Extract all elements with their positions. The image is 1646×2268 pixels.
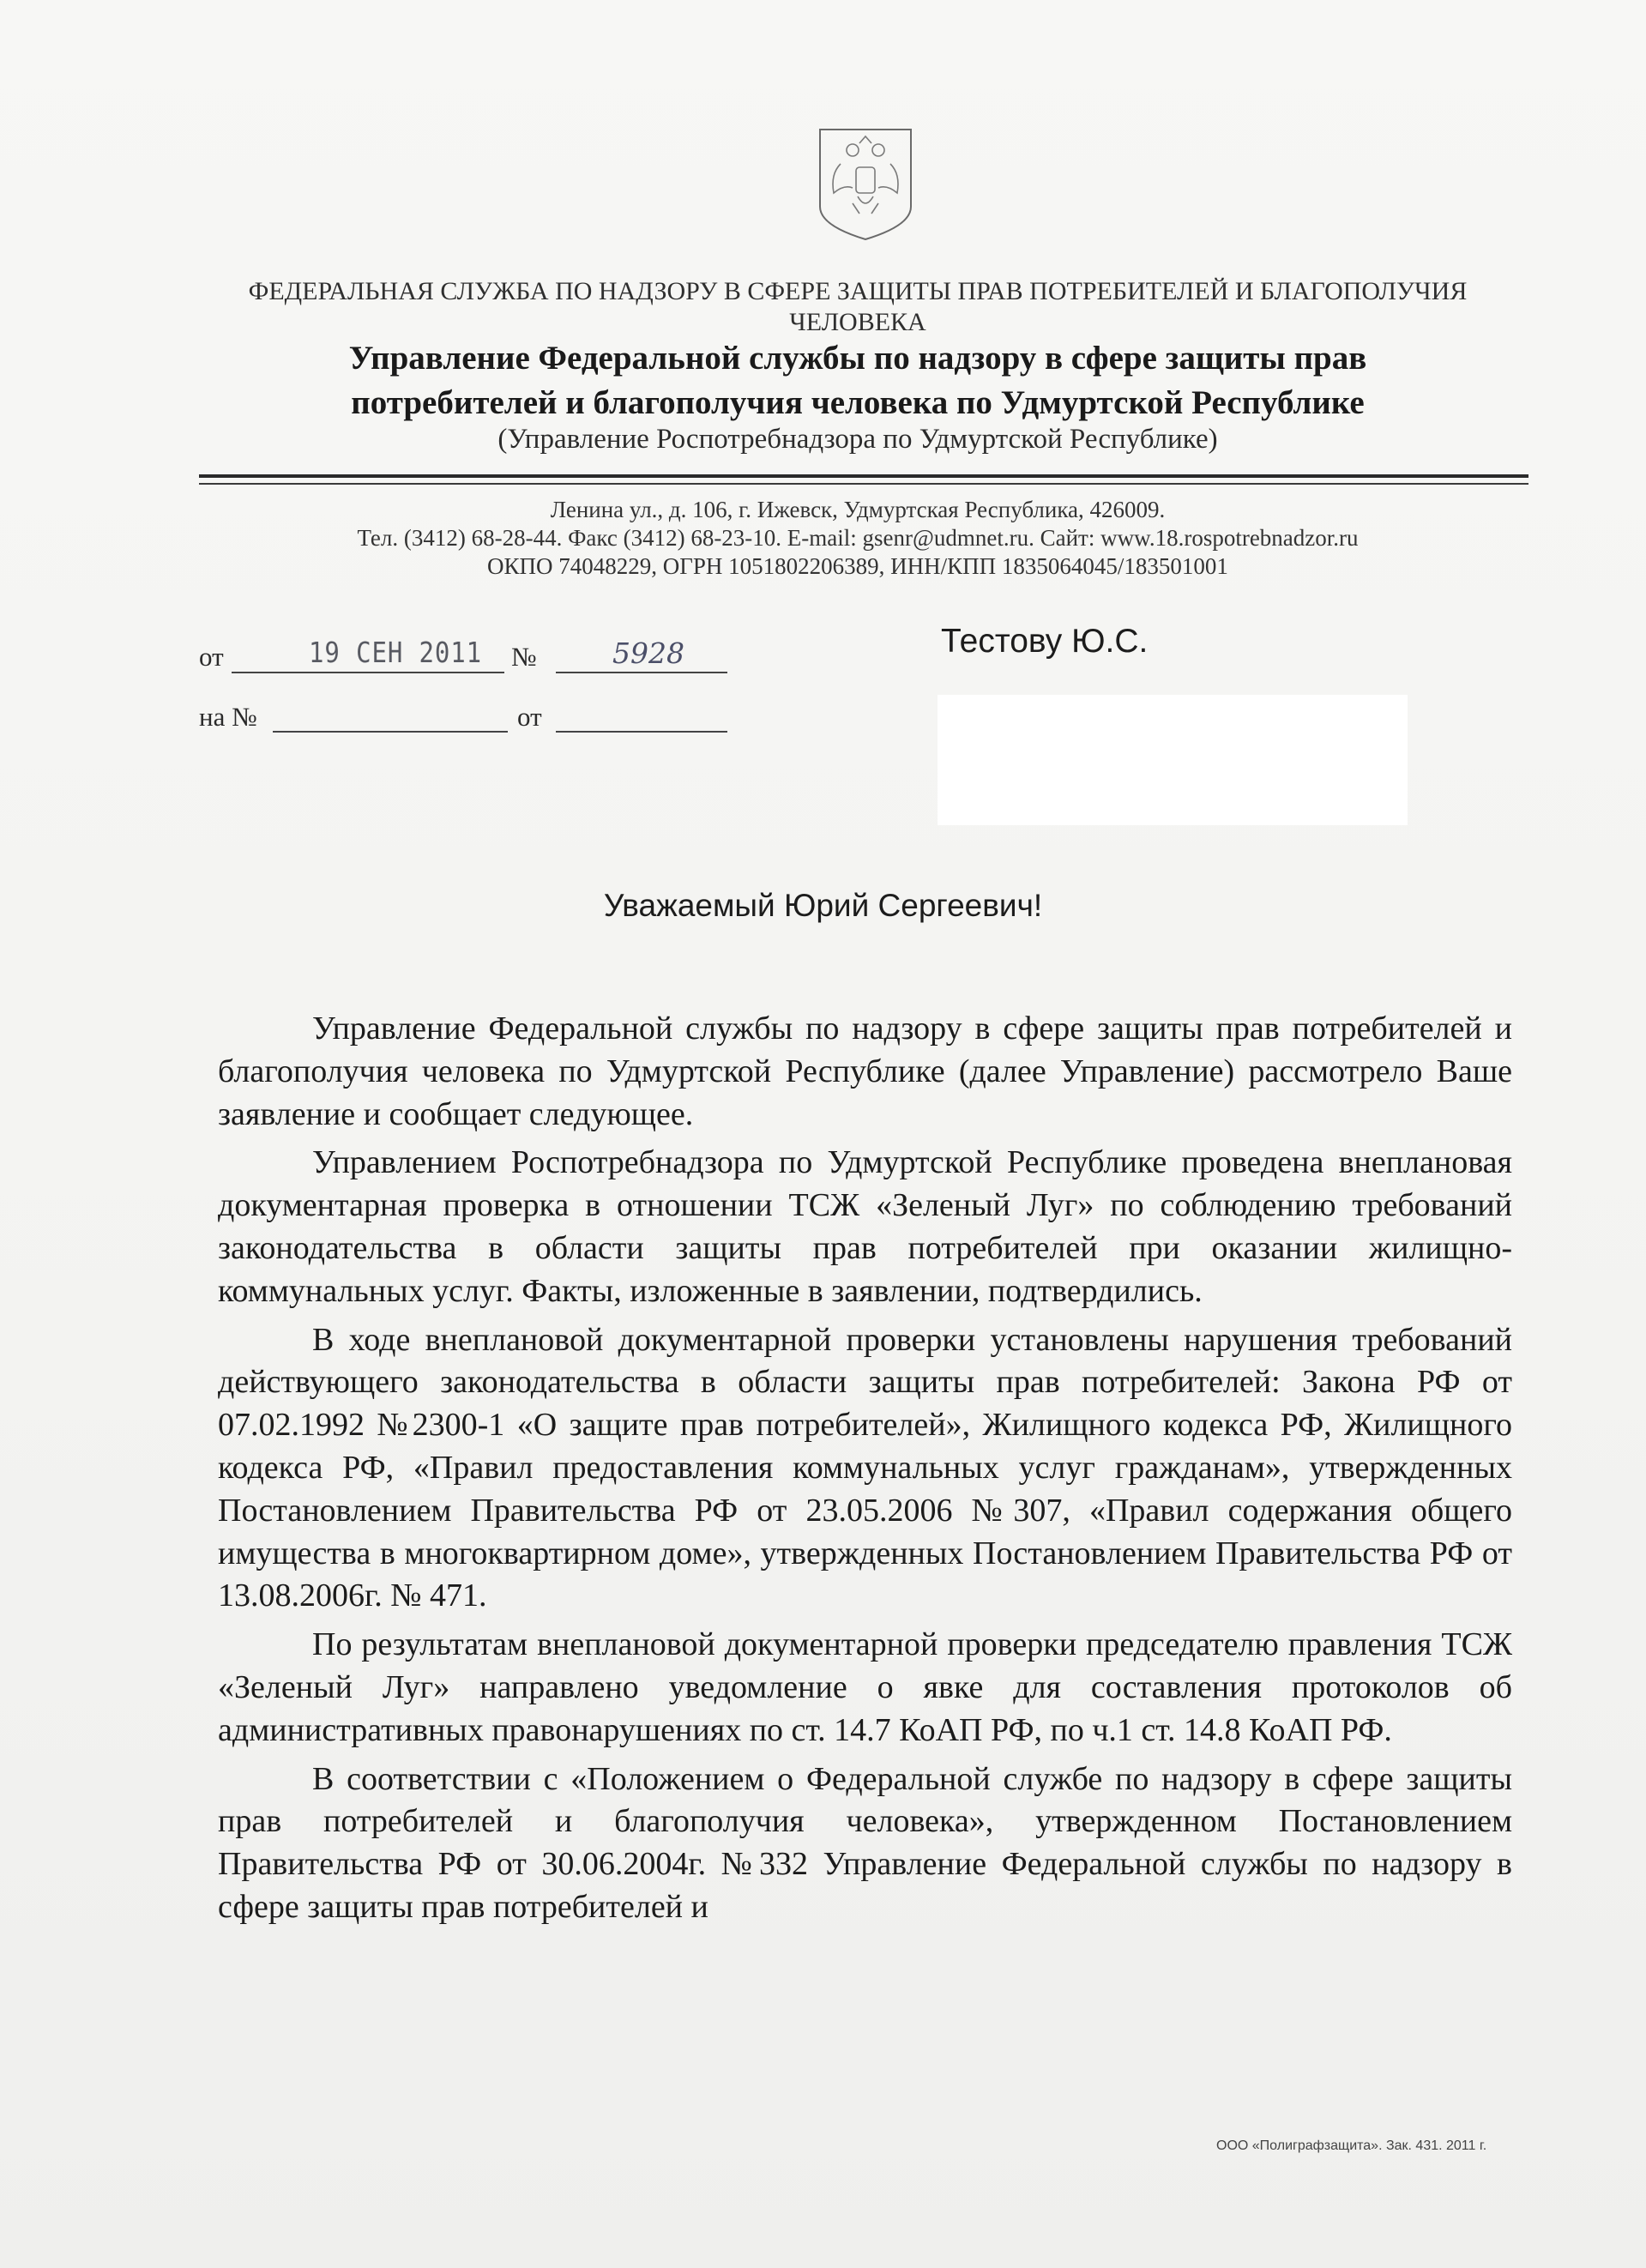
reference-number-underline xyxy=(273,731,508,733)
department-short-name: (Управление Роспотребнадзора по Удмуртской Республике) xyxy=(497,424,1218,455)
number-underline xyxy=(556,672,727,673)
address-line: Ленина ул., д. 106, г. Ижевск, Удмуртская Республика, 426009. xyxy=(550,497,1166,522)
agency-title: ФЕДЕРАЛЬНАЯ СЛУЖБА ПО НАДЗОРУ В СФЕРЕ ЗАЩИТЫ ПРАВ ПОТРЕБИТЕЛЕЙ И БЛАГОПОЛУЧИЯ ЧЕЛОВЕКА xyxy=(248,277,1468,336)
department-title-line-1: Управление Федеральной службы по надзору в сфере защиты прав xyxy=(348,340,1367,377)
date-underline xyxy=(232,672,504,673)
coat-of-arms-emblem xyxy=(815,124,916,244)
letter-body xyxy=(218,1008,1512,1935)
body-paragraph: Управлением Роспотребнадзора по Удмуртской Республике проведена внеплановая документарная проверка в отношении ТСЖ «Зеленый Луг» по соблюдению требований законодательства в области защиты прав потребителей при оказании жилищно-коммунальных услуг. Факты, изложенные в заявлении, подтвердились. xyxy=(218,1144,1512,1309)
recipient-name: Тестову Ю.С. xyxy=(941,623,1149,660)
body-paragraph: В соответствии с «Положением о Федеральной службе по надзору в сфере защиты прав потребителей и благополучия человека», утвержденном Постановлением Правительства РФ от 30.06.2004г. №332 Управление Федеральной службы по надзору в сфере защиты прав потребителей и xyxy=(218,1760,1512,1925)
body-paragraph: Управление Федеральной службы по надзору в сфере защиты прав потребителей и благополучия человека по Удмуртской Республике (далее Управление) рассмотрело Ваше заявление и сообщает следующее. xyxy=(218,1010,1512,1132)
reference-from-label: от xyxy=(517,702,542,732)
body-paragraph: По результатам внеплановой документарной проверки председателю правления ТСЖ «Зеленый Луг» направлено уведомление о явке для составления протоколов об административных правонарушениях по ст. 14.7 КоАП РФ, по ч.1 ст. 14.8 КоАП РФ. xyxy=(218,1626,1512,1748)
redacted-address-block xyxy=(938,695,1408,825)
printing-house-note: ООО «Полиграфзащита». Зак. 431. 2011 г. xyxy=(1216,2138,1487,2153)
reference-date-underline xyxy=(556,731,727,733)
registration-codes-line: ОКПО 74048229, ОГРН 1051802206389, ИНН/КПП 1835064045/183501001 xyxy=(487,553,1228,579)
header-divider-thick xyxy=(199,474,1528,478)
header-divider-thin xyxy=(199,483,1528,485)
department-title-line-2: потребителей и благополучия человека по Удмуртской Республике xyxy=(351,384,1365,421)
phones-line: Тел. (3412) 68-28-44. Факс (3412) 68-23-10. E-mail: gsenr@udmnet.ru. Сайт: www.18.rospotrebnadzor.ru xyxy=(357,525,1359,551)
from-label: от xyxy=(199,642,224,672)
outgoing-number: 5928 xyxy=(612,636,684,670)
contact-block xyxy=(197,496,1518,581)
number-label: № xyxy=(511,642,537,672)
body-paragraph: В ходе внеплановой документарной проверки установлены нарушения требований действующего законодательства в области защиты прав потребителей: Закона РФ от 07.02.1992 №2300-1 «О защите прав потребителей», Жилищного кодекса РФ, Жилищного кодекса РФ, «Правил предоставления коммунальных услуг гражданам», утвержденных Постановлением Правительства РФ от 23.05.2006 №307, «Правил содержания общего имущества в многоквартирном доме», утвержденных Постановлением Правительства РФ от 13.08.2006г. № 471. xyxy=(218,1321,1512,1614)
department-title xyxy=(197,336,1518,425)
reference-number-label: на № xyxy=(199,702,257,732)
date-stamp: 19 СЕН 2011 xyxy=(309,636,483,669)
salutation: Уважаемый Юрий Сергеевич! xyxy=(603,888,1043,923)
